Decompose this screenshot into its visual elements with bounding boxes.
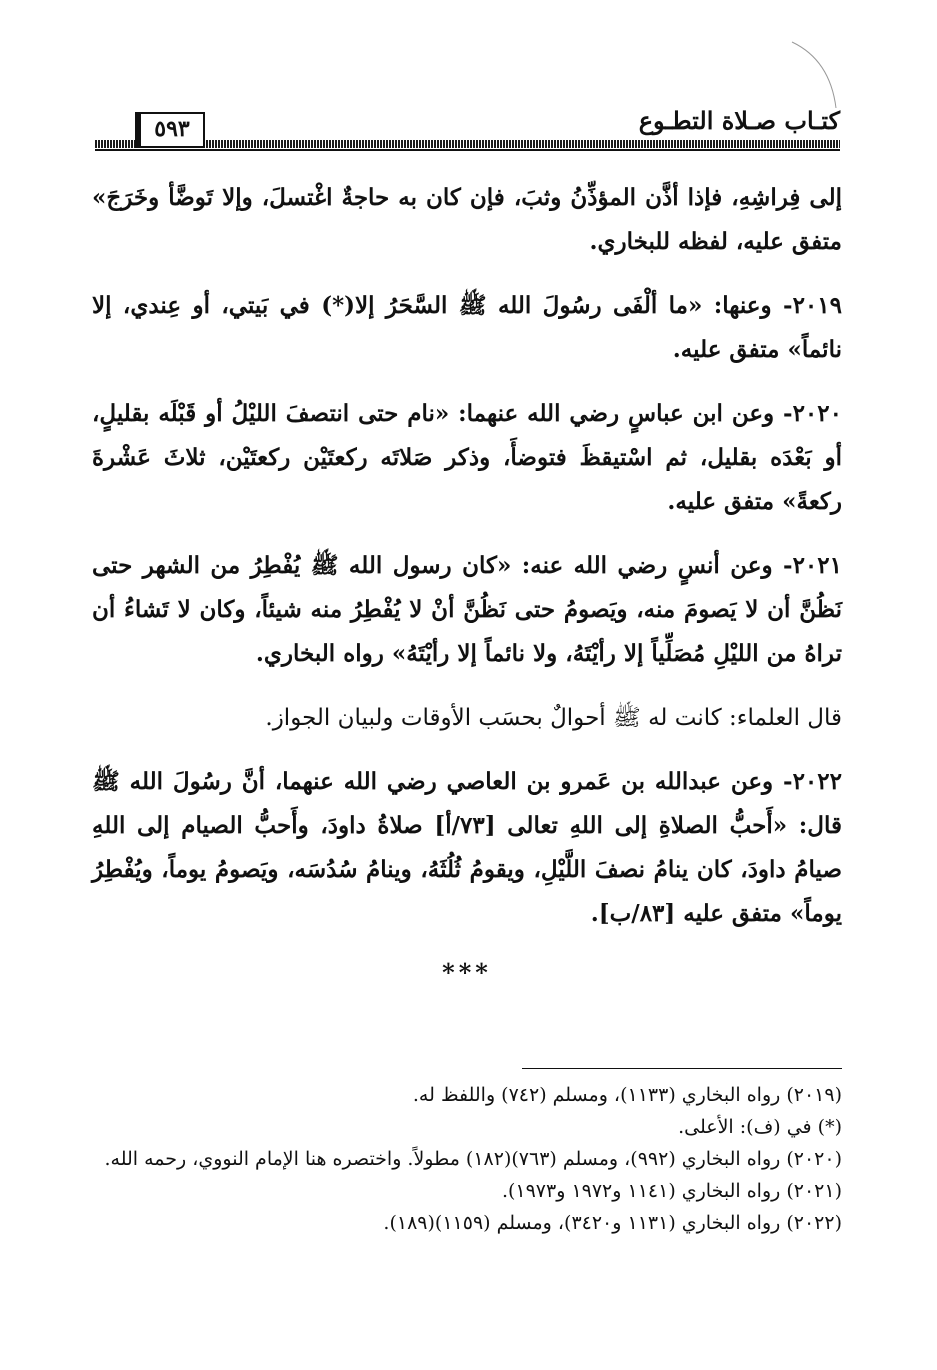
footnote-2020: (٢٠٢٠) رواه البخاري (٩٩٢)، ومسلم (٧٦٣)(١٨٢) مطولاً. واختصره هنا الإمام النووي، رحمه الله.: [104, 1148, 842, 1170]
paragraph-hadith-2022: [92, 760, 842, 936]
footnote-2019: (٢٠١٩) رواه البخاري (١١٣٣)، ومسلم (٧٤٢) واللفظ له.: [412, 1084, 842, 1106]
text-line: نَظُنَّ أن لا يَصومَ منه، ويَصومُ حتى نَظُنَّ أنْ لا يُفْطِرُ منه شيئاً، وكان لا تَشاءُ أن تراهُ: [92, 596, 842, 667]
footnote-separator: [522, 1068, 842, 1069]
text-line: ٢٠٢١- وعن أنسٍ رضي الله عنه: «كان رسول الله ﷺ يُفْطِرُ من الشهر حتى: [92, 552, 842, 579]
text-line: نائماً» متفق عليه.: [672, 336, 842, 363]
text-line: داودَ، كان ينامُ نصفَ اللَّيْلِ، ويقومُ ثُلُثَهُ، وينامُ سُدُسَه، ويَصومُ يوماً، ويُفْطِرُ: [92, 856, 786, 883]
text-line: متفق عليه، لفظه للبخاري.: [589, 228, 842, 255]
footnote-2021: (٢٠٢١) رواه البخاري (١١٤١ و١٩٧٢ و١٩٧٣).: [501, 1180, 842, 1202]
text-line: قال: «أَحبُّ الصلاةِ إلى اللهِ تعالى [٧٣/أ] صلاةُ داودَ، وأَحبُّ الصيام إلى اللهِ صيامُ: [92, 812, 842, 883]
footnote-2022: (٢٠٢٢) رواه البخاري (١١٣١ و٣٤٢٠)، ومسلم (١١٥٩)(١٨٩).: [383, 1212, 842, 1234]
text-line: إلى فِراشِهِ، فإذا أذَّن المؤذِّنُ وثبَ، فإن كان به حاجةٌ اغْتسلَ، وإلا تَوضَّأ وخَرَجَ»: [92, 184, 842, 211]
text-line: يوماً» متفق عليه [٨٣/ب].: [590, 900, 842, 927]
text-line: ٢٠١٩- وعنها: «ما ألْفَى رسُولَ الله ﷺ السَّحَرُ إلا(*) في بَيتي، أو عِندي، إلا: [92, 292, 842, 319]
text-line: بقليلٍ، أو بَعْدَه بقليل، ثم اسْتيقظَ فتوضأَ، وذكر صَلاتَه ركعتَيْن ركعتَيْن، ثلاثَ: [92, 400, 842, 471]
paragraph-scholars-note: [92, 696, 842, 740]
header-rule: [95, 140, 840, 148]
chapter-title: كتـاب صـلاة التطـوع: [638, 106, 840, 135]
footnote-asterisk: (*) في (ف): الأعلى.: [678, 1116, 842, 1138]
section-ornament: ***: [442, 958, 492, 987]
text-line: من الليْلِ مُصَلِّياً إلا رأيْتَهُ، ولا نائماً إلا رأيْتَهُ» رواه البخاري.: [255, 640, 797, 667]
page-corner-curve: [790, 40, 840, 110]
page-header: [95, 104, 840, 150]
paragraph-hadith-2019: [92, 284, 842, 372]
paragraph-hadith-2021: [92, 544, 842, 676]
main-text: [92, 176, 842, 987]
footnotes: [92, 1068, 842, 1239]
text-line: ٢٠٢٢- وعن عبدالله بن عَمرو بن العاصي رضي الله عنهما، أنَّ رسُولَ الله ﷺ: [92, 768, 842, 795]
paragraph-continuation: [92, 176, 842, 264]
text-line: قال العلماء: كانت له ﷺ أحوالٌ بحسَب الأوقات ولبيان الجواز.: [265, 705, 842, 731]
text-line: عَشْرةَ ركعةً» متفق عليه.: [92, 444, 842, 515]
page-number: ٥٩٣: [135, 112, 205, 148]
paragraph-hadith-2020: [92, 392, 842, 524]
text-line: ٢٠٢٠- وعن ابن عباسٍ رضي الله عنهما: «نام حتى انتصفَ الليْلُ أو قَبْلَه: [158, 400, 842, 427]
